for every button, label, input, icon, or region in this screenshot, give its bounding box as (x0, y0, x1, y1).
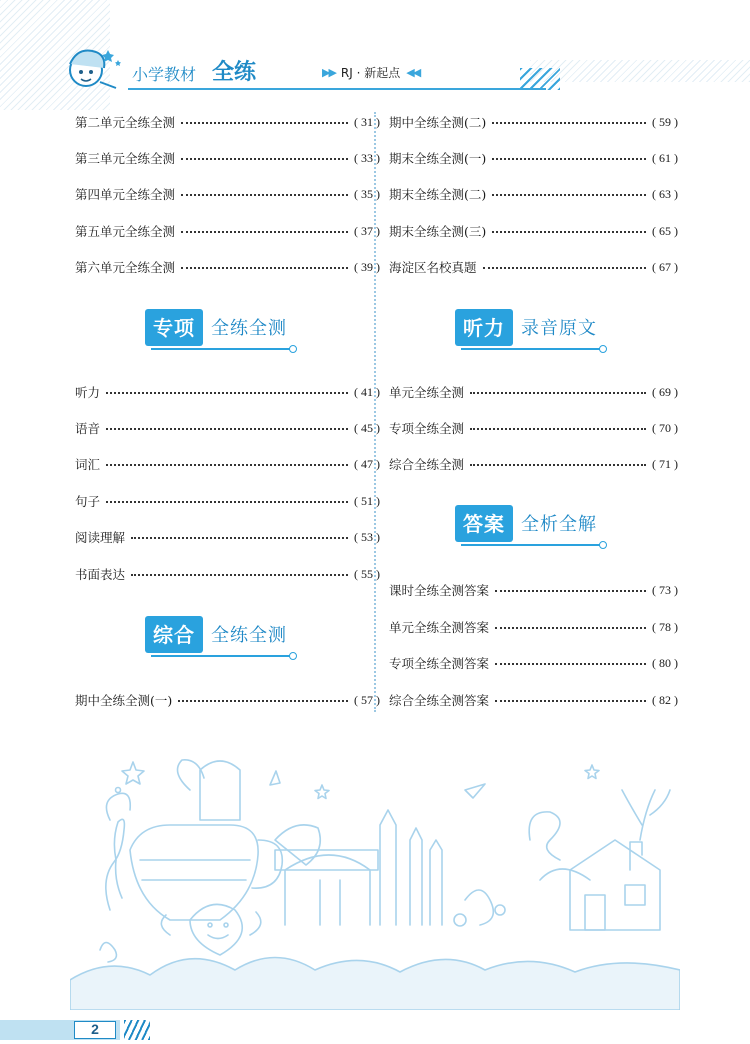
toc-entry-title: 阅读理解 (75, 530, 126, 545)
toc-entry[interactable] (389, 257, 678, 277)
toc-entry-page: ( 57 ) (354, 692, 380, 707)
section-subtitle: 录音原文 (521, 318, 597, 339)
section-underline (151, 655, 293, 657)
toc-entry-page: ( 69 ) (652, 384, 678, 399)
toc-entry-title: 第六单元全练全测 (75, 260, 176, 275)
section-tag: 听力 (455, 309, 513, 346)
toc-entry-title: 期中全练全测(一) (75, 693, 173, 708)
toc-entry-page: ( 70 ) (652, 420, 678, 435)
mascot-logo-icon (60, 42, 124, 98)
section-tag: 专项 (145, 309, 203, 346)
toc-entry-page: ( 35 ) (354, 186, 380, 201)
dot-leader (492, 231, 646, 233)
section-tag: 综合 (145, 616, 203, 653)
page-header (0, 40, 750, 100)
toc-entry-title: 单元全练全测 (389, 385, 465, 400)
toc-entry-page: ( 78 ) (652, 619, 678, 634)
toc-entry[interactable] (75, 418, 380, 438)
edition-label (322, 64, 419, 81)
toc-entry[interactable] (389, 418, 678, 438)
toc-entry[interactable] (389, 653, 678, 673)
toc-entry[interactable] (75, 454, 380, 474)
toc-entry[interactable] (389, 221, 678, 241)
dot-leader (495, 590, 646, 592)
section-subtitle: 全析全解 (521, 514, 597, 535)
toc-entry-page: ( 51 ) (354, 493, 380, 508)
toc-entry[interactable] (389, 112, 678, 132)
toc-entry-title: 第五单元全练全测 (75, 224, 176, 239)
toc-entry-title: 期末全练全测(一) (389, 151, 487, 166)
toc-entry[interactable] (75, 491, 380, 511)
toc-entry[interactable] (75, 564, 380, 584)
toc-entry-page: ( 47 ) (354, 456, 380, 471)
double-arrow-right-icon: ▶▶ (322, 66, 335, 79)
toc-entry-page: ( 80 ) (652, 655, 678, 670)
dot-leader (470, 464, 646, 466)
toc-entry-title: 书面表达 (75, 567, 126, 582)
edition-text: RJ · 新起点 (340, 66, 401, 80)
toc-entry-page: ( 71 ) (652, 456, 678, 471)
toc-entry-title: 期末全练全测(二) (389, 187, 487, 202)
toc-entry-title: 专项全练全测 (389, 421, 465, 436)
dot-leader (495, 700, 646, 702)
toc-entry[interactable] (75, 527, 380, 547)
toc-entry[interactable] (389, 617, 678, 637)
toc-entry[interactable] (75, 184, 380, 204)
dot-leader (483, 267, 646, 269)
dot-leader (181, 194, 348, 196)
toc-entry-title: 语音 (75, 421, 101, 436)
dot-leader (492, 194, 646, 196)
page-number: 2 (74, 1021, 116, 1039)
toc-entry-page: ( 61 ) (652, 150, 678, 165)
toc-entry[interactable] (389, 148, 678, 168)
toc-entry[interactable] (75, 112, 380, 132)
toc-entry-page: ( 65 ) (652, 223, 678, 238)
section-tag: 答案 (455, 505, 513, 542)
toc-entry-page: ( 82 ) (652, 692, 678, 707)
dot-leader (495, 663, 646, 665)
section-underline (461, 544, 603, 546)
toc-entry-page: ( 39 ) (354, 259, 380, 274)
toc-entry-page: ( 55 ) (354, 566, 380, 581)
brand-title: 全练 (212, 60, 257, 85)
dot-leader (106, 428, 348, 430)
toc-entry-title: 课时全练全测答案 (389, 583, 490, 598)
dot-leader (181, 122, 348, 124)
toc-entry-page: ( 67 ) (652, 259, 678, 274)
toc-entry-title: 听力 (75, 385, 101, 400)
toc-entry-page: ( 59 ) (652, 114, 678, 129)
dot-leader (181, 267, 348, 269)
toc-entry[interactable] (75, 148, 380, 168)
toc-entry[interactable] (389, 454, 678, 474)
toc-entry-title: 第二单元全练全测 (75, 115, 176, 130)
toc-entry-page: ( 53 ) (354, 529, 380, 544)
toc-entry-title: 句子 (75, 494, 101, 509)
section-header-listening (455, 308, 597, 346)
toc-entry-title: 综合全练全测 (389, 457, 465, 472)
section-subtitle: 全练全测 (211, 625, 287, 646)
brand-subtitle: 小学教材 (132, 65, 197, 84)
dot-leader (131, 537, 348, 539)
section-header-special (145, 308, 287, 346)
toc-entry-page: ( 41 ) (354, 384, 380, 399)
dot-leader (131, 574, 348, 576)
toc-entry[interactable] (75, 690, 380, 710)
toc-entry-page: ( 45 ) (354, 420, 380, 435)
dot-leader (181, 158, 348, 160)
toc-entry[interactable] (389, 184, 678, 204)
toc-entry-title: 海淀区名校真题 (389, 260, 477, 275)
toc-entry-title: 专项全练全测答案 (389, 656, 490, 671)
double-arrow-left-icon: ◀◀ (406, 66, 420, 79)
section-subtitle: 全练全测 (211, 318, 287, 339)
toc-entry[interactable] (75, 382, 380, 402)
toc-entry[interactable] (389, 580, 678, 600)
toc-entry[interactable] (389, 690, 678, 710)
header-rule (128, 88, 546, 90)
toc-entry-title: 单元全练全测答案 (389, 620, 490, 635)
toc-entry-title: 第三单元全练全测 (75, 151, 176, 166)
decorative-illustration (70, 730, 680, 1010)
dot-leader (492, 122, 646, 124)
page-footer (0, 1016, 750, 1044)
section-header-comprehensive (145, 615, 287, 653)
dot-leader (492, 158, 646, 160)
footer-slash-decoration (124, 1020, 150, 1040)
dot-leader (495, 627, 646, 629)
section-underline (461, 348, 603, 350)
toc-entry-page: ( 31 ) (354, 114, 380, 129)
toc-entry-page: ( 33 ) (354, 150, 380, 165)
toc-entry[interactable] (75, 257, 380, 277)
toc-entry-title: 期末全练全测(三) (389, 224, 487, 239)
toc-entry-page: ( 37 ) (354, 223, 380, 238)
header-slash-decoration (520, 68, 560, 90)
dot-leader (470, 392, 646, 394)
section-header-answers (455, 504, 597, 542)
dot-leader (178, 700, 348, 702)
toc-entry-title: 词汇 (75, 457, 101, 472)
dot-leader (181, 231, 348, 233)
section-underline (151, 348, 293, 350)
toc-entry[interactable] (389, 382, 678, 402)
dot-leader (470, 428, 646, 430)
dot-leader (106, 464, 348, 466)
toc-entry-page: ( 63 ) (652, 186, 678, 201)
toc-entry-title: 第四单元全练全测 (75, 187, 176, 202)
dot-leader (106, 501, 348, 503)
toc-entry-title: 综合全练全测答案 (389, 693, 490, 708)
toc-entry-page: ( 73 ) (652, 582, 678, 597)
toc-entry[interactable] (75, 221, 380, 241)
toc-entry-title: 期中全练全测(二) (389, 115, 487, 130)
dot-leader (106, 392, 348, 394)
